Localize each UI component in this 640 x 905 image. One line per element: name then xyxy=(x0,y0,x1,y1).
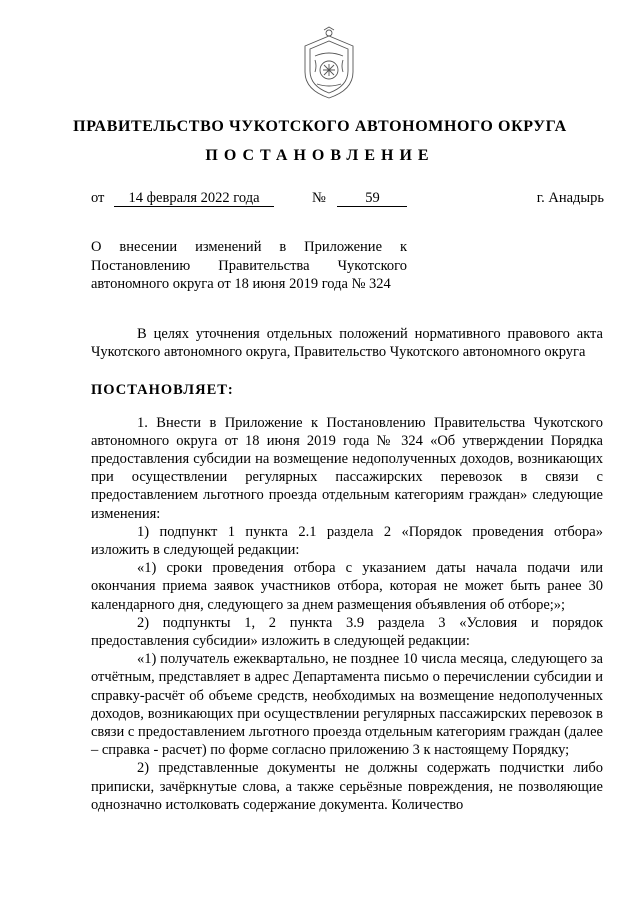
paragraph: 1) подпункт 1 пункта 2.1 раздела 2 «Порядок проведения отбора» изложить в следующей редакции: xyxy=(91,523,603,559)
document-body xyxy=(91,325,603,814)
document-date: 14 февраля 2022 года xyxy=(114,191,274,207)
decree-heading: ПОСТАНОВЛЯЕТ: xyxy=(91,382,234,399)
paragraph: «1) получатель ежеквартально, не позднее 10 числа месяца, следующего за отчётным, представляет в адрес Департамента письмо о перечислении субсидии и справку-расчёт об объеме средств, необходимых на возмещение недополученных доходов, возникающих при осуществлении регулярных пассажирских перевозок в связи с предоставлением льготного проезда отдельным категориям граждан (далее – справка - расчет) по форме согласно приложению 3 к настоящему Порядку; xyxy=(91,651,603,759)
paragraph: 1. Внести в Приложение к Постановлению Правительства Чукотского автономного округа от 18 июня 2019 года № 324 «Об утверждении Порядка предоставления субсидии на возмещение недополученных доходов, возникающих при осуществлении регулярных пассажирских перевозок в связи с предоставлением льготного проезда отдельным категориям граждан» следующие изменения: xyxy=(91,414,603,522)
document-type: ПОСТАНОВЛЕНИЕ xyxy=(205,147,435,164)
paragraph: 2) подпункты 1, 2 пункта 3.9 раздела 3 «Условия и порядок предоставления субсидии» изложить в следующей редакции: xyxy=(91,614,603,650)
number-label: № xyxy=(312,190,326,206)
preamble: В целях уточнения отдельных положений нормативного правового акта Чукотского автономного округа, Правительство Чукотского автономного округа xyxy=(91,326,603,361)
paragraph: «1) сроки проведения отбора с указанием даты начала подачи или окончания приема заявок участников отбора, которая не может быть ранее 30 календарного дня, следующего за днем размещения объявления об отборе;»; xyxy=(91,560,603,613)
coat-of-arms-icon xyxy=(297,26,361,102)
paragraph: 2) представленные документы не должны содержать подчистки либо приписки, зачёркнутые слова, а также серьёзные повреждения, не позволяющие однозначно истолковать содержание документа. Количество xyxy=(91,760,603,813)
date-line xyxy=(91,190,274,207)
city: г. Анадырь xyxy=(536,190,604,206)
from-label: от xyxy=(91,190,105,206)
number-line xyxy=(312,190,407,207)
document-number: 59 xyxy=(337,191,407,207)
government-title: ПРАВИТЕЛЬСТВО ЧУКОТСКОГО АВТОНОМНОГО ОКРУГА xyxy=(73,118,567,135)
document-subject: О внесении изменений в Приложение к Постановлению Правительства Чукотского автономного округа от 18 июня 2019 года № 324 xyxy=(91,239,407,292)
